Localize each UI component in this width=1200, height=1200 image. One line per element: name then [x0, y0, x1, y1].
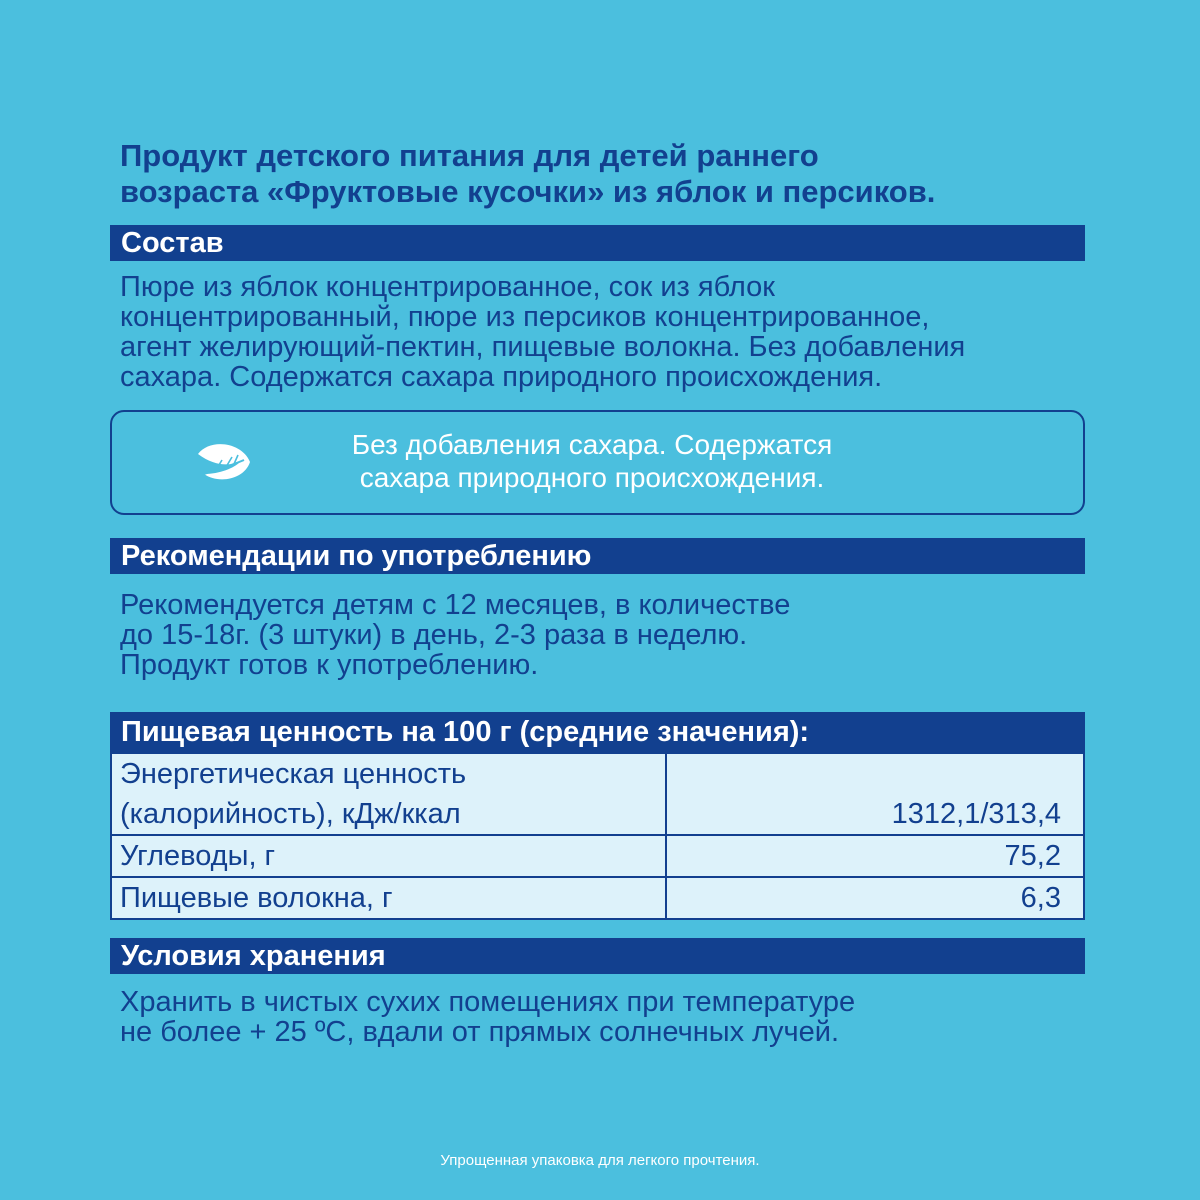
nutrient-value: 1312,1/313,4	[667, 754, 1083, 834]
storage-line: Хранить в чистых сухих помещениях при температуре	[120, 986, 856, 1018]
nutrient-label	[112, 836, 665, 876]
composition-line: сахара. Содержатся сахара природного происхождения.	[120, 361, 883, 393]
nutrient-label-line: Пищевые волокна, г	[120, 882, 393, 914]
nutrition-heading: Пищевая ценность на 100 г (средние значения):	[110, 712, 1085, 752]
composition-line: концентрированный, пюре из персиков концентрированное,	[120, 301, 930, 333]
recommendations-heading: Рекомендации по употреблению	[110, 538, 1085, 574]
nutrient-value: 75,2	[667, 836, 1083, 876]
composition-text	[120, 272, 1100, 392]
table-row	[112, 836, 1083, 876]
table-row	[112, 754, 1083, 834]
callout-text	[332, 428, 852, 494]
title-line: Продукт детского питания для детей раннего	[120, 138, 819, 173]
title-line: возраста «Фруктовые кусочки» из яблок и персиков.	[120, 174, 936, 209]
nutrient-label	[112, 754, 665, 834]
table-row	[112, 878, 1083, 918]
footer-note: Упрощенная упаковка для легкого прочтения.	[440, 1152, 760, 1169]
recommendations-line: до 15-18г. (3 штуки) в день, 2-3 раза в неделю.	[120, 619, 748, 651]
nutrient-value: 6,3	[667, 878, 1083, 918]
callout-line: Без добавления сахара. Содержатся	[351, 429, 833, 460]
leaf-icon	[194, 440, 254, 486]
recommendations-line: Рекомендуется детям с 12 месяцев, в количестве	[120, 589, 791, 621]
product-title	[120, 138, 1120, 210]
recommendations-line: Продукт готов к употреблению.	[120, 649, 539, 681]
nutrient-label	[112, 878, 665, 918]
nutrition-table	[110, 752, 1085, 920]
composition-heading: Состав	[110, 225, 1085, 261]
storage-line: не более + 25 ºС, вдали от прямых солнечных лучей.	[120, 1016, 840, 1048]
nutrient-label-line: Энергетическая ценность	[120, 758, 467, 790]
composition-line: Пюре из яблок концентрированное, сок из яблок	[120, 271, 775, 303]
callout-line: сахара природного происхождения.	[359, 462, 825, 493]
storage-heading: Условия хранения	[110, 938, 1085, 974]
no-sugar-callout	[110, 410, 1085, 515]
composition-line: агент желирующий-пектин, пищевые волокна. Без добавления	[120, 331, 966, 363]
storage-text	[120, 987, 1100, 1047]
recommendations-text	[120, 590, 1100, 680]
nutrient-label-line: Углеводы, г	[120, 840, 276, 872]
nutrient-label-line: (калорийность), кДж/ккал	[120, 798, 461, 830]
